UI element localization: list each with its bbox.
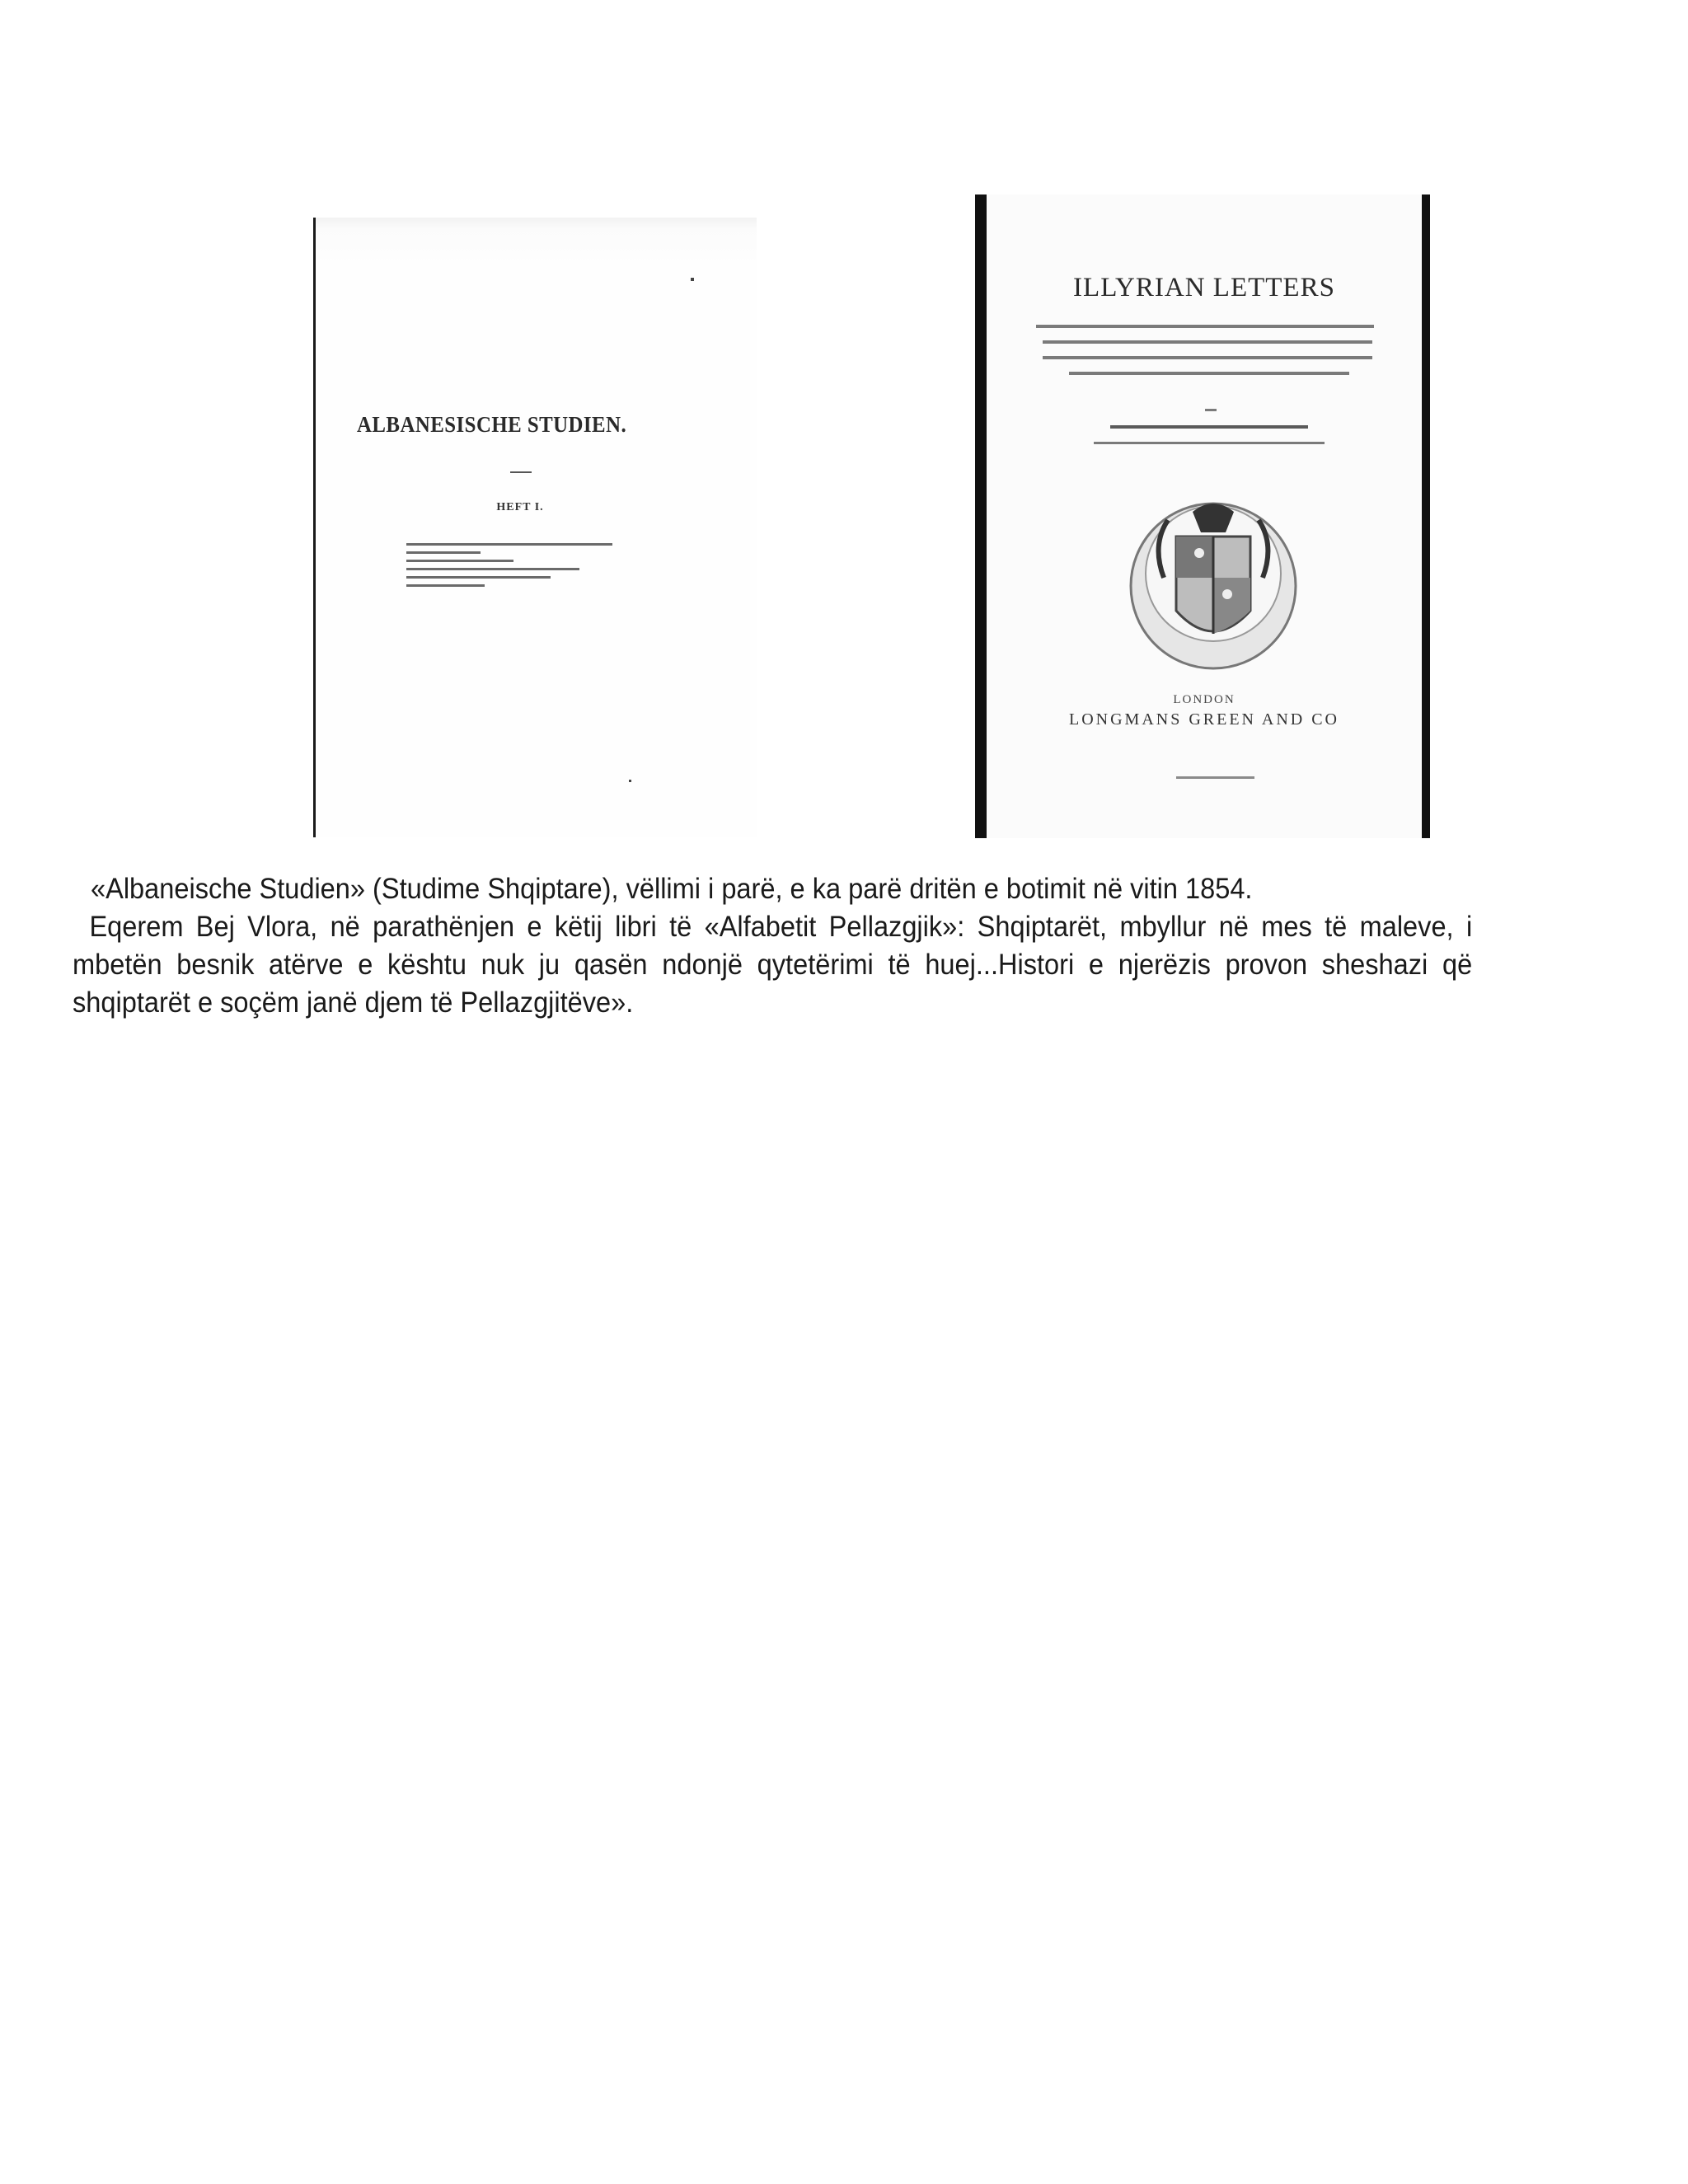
coat-of-arms-emblem bbox=[1118, 487, 1308, 677]
left-book-section: HEFT I. bbox=[496, 501, 544, 513]
left-book-title: ALBANESISCHE STUDIEN. bbox=[357, 412, 627, 437]
publisher-place: LONDON bbox=[1173, 693, 1236, 706]
title-rule bbox=[510, 471, 532, 473]
speck bbox=[629, 780, 631, 782]
toc-line bbox=[406, 568, 579, 570]
albanesische-studien-title-page bbox=[313, 218, 757, 837]
right-book-title: ILLYRIAN LETTERS bbox=[1073, 273, 1335, 302]
author-credit-line bbox=[1094, 442, 1325, 444]
subtitle-line bbox=[1043, 356, 1372, 359]
publisher-name: LONGMANS GREEN AND CO bbox=[1068, 710, 1339, 729]
author-line bbox=[1110, 425, 1308, 429]
footer-line bbox=[1176, 776, 1254, 779]
toc-line bbox=[406, 543, 612, 546]
toc-line bbox=[406, 560, 513, 562]
speck bbox=[691, 278, 694, 281]
subtitle-line bbox=[1036, 325, 1374, 328]
toc-line bbox=[406, 551, 481, 554]
toc-line bbox=[406, 576, 551, 579]
caption-paragraph-2: Eqerem Bej Vlora, në parathënjen e këtij libri të «Alfabetit Pellazgjik»: Shqiptarët, mbyllur në mes të maleve, i mbetën besnik atërve e kështu nuk ju qasën ndonjë qytetërimi të huej...Histori e njerëzis provon sheshazi që shqiptarët e soçëm janë djem të Pellazgjitëve». bbox=[73, 911, 1473, 1019]
by-line bbox=[1205, 409, 1217, 411]
caption-paragraph-1: «Albaneische Studien» (Studime Shqiptare), vëllimi i parë, e ka parë dritën e botimit në vitin 1854. bbox=[91, 873, 1253, 905]
illyrian-letters-title-page bbox=[975, 194, 1430, 838]
subtitle-line bbox=[1043, 340, 1372, 344]
subtitle-line bbox=[1069, 372, 1349, 375]
toc-line bbox=[406, 584, 485, 587]
